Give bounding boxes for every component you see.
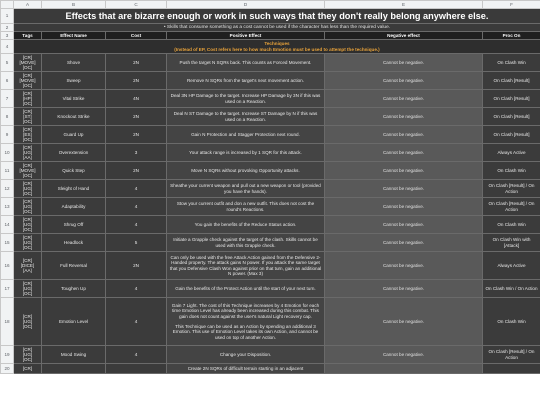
- table-row: [1, 54, 540, 72]
- table-header-row: [1, 32, 540, 40]
- row-number[interactable]: 10: [1, 144, 14, 162]
- proc-on-cell[interactable]: [483, 364, 540, 374]
- row-number[interactable]: 16: [1, 252, 14, 280]
- negative-effect-cell[interactable]: Cannot be negative.: [325, 298, 483, 346]
- header-effect-name[interactable]: Effect Name: [42, 32, 106, 40]
- column-header-row: [1, 1, 540, 9]
- effect-name-cell[interactable]: Sleight of Hand: [42, 180, 106, 198]
- cost-cell[interactable]: 4: [106, 280, 167, 298]
- table-row: [1, 180, 540, 198]
- cost-cell[interactable]: 4N: [106, 90, 167, 108]
- cost-cell[interactable]: 2N: [106, 72, 167, 90]
- cost-cell[interactable]: 4: [106, 216, 167, 234]
- tags-cell[interactable]: [CR]: [14, 364, 42, 374]
- tags-cell[interactable]: [CR] [UG] [OC]: [14, 198, 42, 216]
- negative-effect-cell[interactable]: [325, 364, 483, 374]
- cost-cell[interactable]: 4: [106, 198, 167, 216]
- tags-cell[interactable]: [CR] [UG] [AA]: [14, 144, 42, 162]
- negative-effect-cell[interactable]: Cannot be negative.: [325, 72, 483, 90]
- effect-name-cell[interactable]: Shove: [42, 54, 106, 72]
- positive-effect-cell[interactable]: Deal N ST Damage to the target. Increase ST Damage by N if this was used on a Reaction.: [167, 108, 325, 126]
- effect-name-cell[interactable]: Guard Up: [42, 126, 106, 144]
- positive-effect-cell[interactable]: Move N SQRs without provoking Opportunity attacks.: [167, 162, 325, 180]
- positive-effect-cell[interactable]: Can only be used with the free Attack Action gained from the Defensive 2-Handed property. The attack gains N power. If you attack the same target that you Defensive Clash Won against prior on that turn, gain an additional N power. (Max 3): [167, 252, 325, 280]
- negative-effect-cell[interactable]: Cannot be negative.: [325, 252, 483, 280]
- row-number[interactable]: 11: [1, 162, 14, 180]
- tags-cell[interactable]: [CR] [ES] [OC]: [14, 126, 42, 144]
- table-row: [1, 108, 540, 126]
- proc-on-cell[interactable]: On Clash Win with [Attack]: [483, 234, 540, 252]
- cost-cell[interactable]: 2N: [106, 126, 167, 144]
- effect-name-cell[interactable]: Toughen Up: [42, 280, 106, 298]
- column-header-f[interactable]: F: [483, 1, 540, 9]
- negative-effect-cell[interactable]: Cannot be negative.: [325, 216, 483, 234]
- effect-name-cell[interactable]: Full Reversal: [42, 252, 106, 280]
- positive-effect-cell[interactable]: Stow your current outfit and don a new outfit. This does not cost the round's Reactions.: [167, 198, 325, 216]
- table-row: [1, 280, 540, 298]
- row-number[interactable]: 19: [1, 346, 14, 364]
- proc-on-cell[interactable]: Always Active: [483, 252, 540, 280]
- cost-cell[interactable]: 4: [106, 298, 167, 346]
- row-number[interactable]: 6: [1, 72, 14, 90]
- cost-cell[interactable]: 5: [106, 234, 167, 252]
- cost-cell[interactable]: 2N: [106, 162, 167, 180]
- negative-effect-cell[interactable]: Cannot be negative.: [325, 280, 483, 298]
- tags-cell[interactable]: [CR] [HP] [OC]: [14, 90, 42, 108]
- cost-cell[interactable]: 2N: [106, 54, 167, 72]
- effect-name-cell[interactable]: Sweep: [42, 72, 106, 90]
- cost-cell[interactable]: [106, 364, 167, 374]
- row-number[interactable]: 17: [1, 280, 14, 298]
- positive-effect-cell[interactable]: Initiate a Grapple check against the target of the clash. Skills cannot be used with this Grapple check.: [167, 234, 325, 252]
- proc-on-cell[interactable]: On Clash [Result]: [483, 108, 540, 126]
- proc-on-cell[interactable]: On Clash [Result]: [483, 126, 540, 144]
- select-all-corner[interactable]: [1, 1, 14, 9]
- negative-effect-cell[interactable]: Cannot be negative.: [325, 346, 483, 364]
- negative-effect-cell[interactable]: Cannot be negative.: [325, 144, 483, 162]
- section-row: [1, 40, 540, 54]
- table-row: [1, 72, 540, 90]
- table-row: [1, 144, 540, 162]
- positive-effect-cell[interactable]: Remove N SQRs from the target's next movement action.: [167, 72, 325, 90]
- table-row: [1, 216, 540, 234]
- positive-effect-cell[interactable]: Create 2N SQRs of difficult terrain starting in an adjacent: [167, 364, 325, 374]
- cost-cell[interactable]: 4: [106, 180, 167, 198]
- row-number[interactable]: 7: [1, 90, 14, 108]
- tags-cell[interactable]: [CR] [MOVE] [OC]: [14, 54, 42, 72]
- section-label[interactable]: Techniques (Instead of EP, Cost refers here to how much Emotion must be used to attempt the technique.): [14, 40, 540, 54]
- proc-on-cell[interactable]: On Clash [Result] / On Action: [483, 198, 540, 216]
- header-cost[interactable]: Cost: [106, 32, 167, 40]
- effect-name-cell[interactable]: Adaptability: [42, 198, 106, 216]
- negative-effect-cell[interactable]: Cannot be negative.: [325, 108, 483, 126]
- effect-name-cell[interactable]: Vital Strike: [42, 90, 106, 108]
- positive-effect-cell[interactable]: Gain N Protection and Stagger Protection next round.: [167, 126, 325, 144]
- proc-on-cell[interactable]: On Clash [Result] / On Action: [483, 180, 540, 198]
- table-row: [1, 198, 540, 216]
- negative-effect-cell[interactable]: Cannot be negative.: [325, 126, 483, 144]
- effect-name-cell[interactable]: [42, 364, 106, 374]
- positive-effect-cell[interactable]: Push the target N SQRs back. This counts as Forced Movement.: [167, 54, 325, 72]
- header-negative-effect[interactable]: Negative effect: [325, 32, 483, 40]
- table-row: [1, 126, 540, 144]
- row-number[interactable]: 12: [1, 180, 14, 198]
- header-tags[interactable]: Tags: [14, 32, 42, 40]
- negative-effect-cell[interactable]: Cannot be negative.: [325, 180, 483, 198]
- tags-cell[interactable]: [CR] [UG] [OC]: [14, 346, 42, 364]
- tags-cell[interactable]: [CR] [UG] [OC]: [14, 298, 42, 346]
- cost-cell[interactable]: 2N: [106, 108, 167, 126]
- tags-cell[interactable]: [CR] [UG] [OC]: [14, 280, 42, 298]
- cost-cell[interactable]: 2N: [106, 252, 167, 280]
- effect-name-cell[interactable]: Shrug Off: [42, 216, 106, 234]
- negative-effect-cell[interactable]: Cannot be negative.: [325, 90, 483, 108]
- positive-effect-cell[interactable]: Your attack range is increased by 1 SQR for this attack.: [167, 144, 325, 162]
- row-number[interactable]: 5: [1, 54, 14, 72]
- subtitle-row: [1, 24, 540, 32]
- tags-cell[interactable]: [CR] [ST] [OC]: [14, 108, 42, 126]
- tags-cell[interactable]: [CR] [UG] [OC]: [14, 180, 42, 198]
- proc-on-cell[interactable]: On Clash [Result]: [483, 72, 540, 90]
- effect-name-cell[interactable]: Mood Swing: [42, 346, 106, 364]
- negative-effect-cell[interactable]: Cannot be negative.: [325, 198, 483, 216]
- row-number[interactable]: 9: [1, 126, 14, 144]
- column-header-b[interactable]: B: [42, 1, 106, 9]
- header-positive-effect[interactable]: Positive Effect: [167, 32, 325, 40]
- proc-on-cell[interactable]: On Clash Win: [483, 162, 540, 180]
- positive-effect-cell[interactable]: Gain 7 Light. The cost of this Technique increases by 4 Emotion for each time Emotion Level has already been increased during this combat. This gain does not count against the user's natural Light recovery cap. This Technique can be used as an Action by spending an additional 3 Emotion. This use of Emotion Level takes its own Action, and cannot be used on top of another Action.: [167, 298, 325, 346]
- table-row: [1, 298, 540, 346]
- table-row: [1, 252, 540, 280]
- proc-on-cell[interactable]: On Clash Win / On Action: [483, 280, 540, 298]
- row-number[interactable]: 2: [1, 24, 14, 32]
- tags-cell[interactable]: [CR] [UG] [OC]: [14, 216, 42, 234]
- table-row: [1, 346, 540, 364]
- row-number[interactable]: 18: [1, 298, 14, 346]
- positive-effect-cell[interactable]: Sheathe your current weapon and pull out a new weapon or tool (provided you have the hands).: [167, 180, 325, 198]
- tags-cell[interactable]: [CR] [UG] [OC]: [14, 234, 42, 252]
- negative-effect-cell[interactable]: Cannot be negative.: [325, 234, 483, 252]
- tags-cell[interactable]: [CR] [MOVE] [OC]: [14, 162, 42, 180]
- table-row: [1, 364, 540, 374]
- row-number[interactable]: 13: [1, 198, 14, 216]
- proc-on-cell[interactable]: On Clash Win: [483, 216, 540, 234]
- proc-on-cell[interactable]: On Clash [Result] / On Action: [483, 346, 540, 364]
- row-number[interactable]: 1: [1, 9, 14, 24]
- proc-on-cell[interactable]: On Clash [Result]: [483, 90, 540, 108]
- row-number[interactable]: 3: [1, 32, 14, 40]
- effect-name-cell[interactable]: Knockout Strike: [42, 108, 106, 126]
- table-row: [1, 234, 540, 252]
- header-proc-on[interactable]: Proc On: [483, 32, 540, 40]
- proc-on-cell[interactable]: On Clash Win: [483, 298, 540, 346]
- proc-on-cell[interactable]: On Clash Win: [483, 54, 540, 72]
- effect-name-cell[interactable]: Headlock: [42, 234, 106, 252]
- proc-on-cell[interactable]: Always Active: [483, 144, 540, 162]
- cost-cell[interactable]: 4: [106, 346, 167, 364]
- table-row: [1, 90, 540, 108]
- sheet-title[interactable]: Effects that are bizarre enough or work in such ways that they don't really belong anywhere else.: [14, 9, 540, 24]
- column-header-d[interactable]: D: [167, 1, 325, 9]
- column-header-e[interactable]: E: [325, 1, 483, 9]
- row-number[interactable]: 14: [1, 216, 14, 234]
- column-header-a[interactable]: A: [14, 1, 42, 9]
- positive-effect-cell[interactable]: Deal 3N HP Damage to the target. Increase HP Damage by 3N if this was used on a Reaction.: [167, 90, 325, 108]
- effect-name-cell[interactable]: Quick Step: [42, 162, 106, 180]
- sheet-subtitle[interactable]: • Skills that consume something as a cost cannot be used if the character has less than the required value.: [14, 24, 540, 32]
- negative-effect-cell[interactable]: Cannot be negative.: [325, 54, 483, 72]
- row-number[interactable]: 20: [1, 364, 14, 374]
- tags-cell[interactable]: [CR] [DICE] [AA]: [14, 252, 42, 280]
- effect-name-cell[interactable]: Emotion Level: [42, 298, 106, 346]
- row-number[interactable]: 8: [1, 108, 14, 126]
- title-row: [1, 9, 540, 24]
- row-number[interactable]: 4: [1, 40, 14, 54]
- positive-effect-cell[interactable]: Change your Disposition.: [167, 346, 325, 364]
- column-header-c[interactable]: C: [106, 1, 167, 9]
- positive-effect-cell[interactable]: Gain the benefits of the Protect Action until the start of your next turn.: [167, 280, 325, 298]
- negative-effect-cell[interactable]: Cannot be negative.: [325, 162, 483, 180]
- tags-cell[interactable]: [CR] [MOVE] [OC]: [14, 72, 42, 90]
- row-number[interactable]: 15: [1, 234, 14, 252]
- positive-effect-cell[interactable]: You gain the benefits of the Reduce Status action.: [167, 216, 325, 234]
- table-row: [1, 162, 540, 180]
- effect-name-cell[interactable]: Overextension: [42, 144, 106, 162]
- cost-cell[interactable]: 3: [106, 144, 167, 162]
